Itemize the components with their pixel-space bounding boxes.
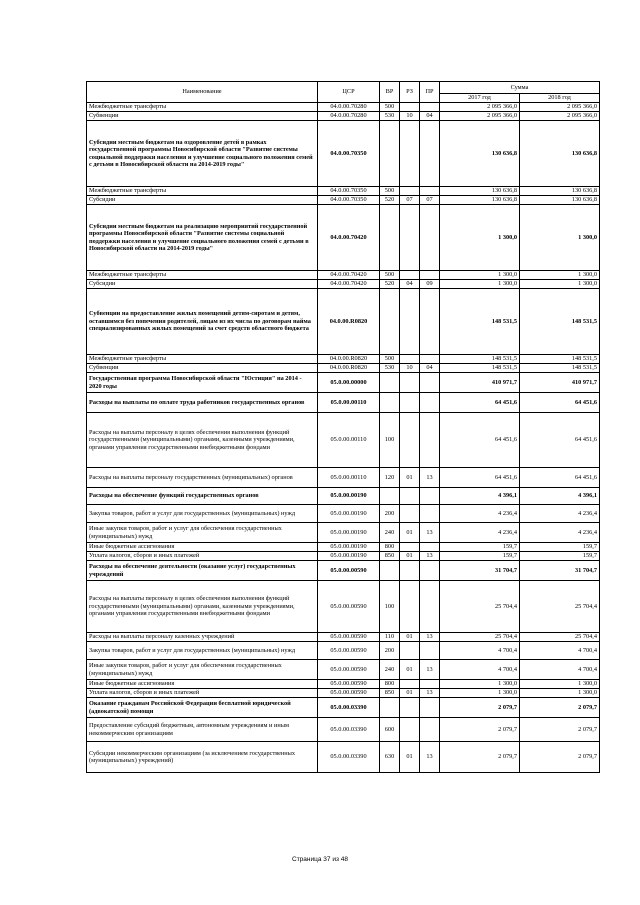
row-name: Расходы на обеспечение функций государственных органов [87, 488, 318, 505]
row-name: Субсидии [87, 196, 318, 205]
row-csr: 05.0.00.00190 [318, 543, 380, 552]
table-row [87, 488, 600, 505]
row-sum-2017: 2 079,7 [440, 698, 520, 718]
row-sum-2018: 25 704,4 [520, 633, 600, 642]
row-sum-2017: 31 704,7 [440, 561, 520, 581]
row-name: Иные бюджетные ассигнования [87, 543, 318, 552]
row-csr: 04.0.00.R0820 [318, 289, 380, 355]
row-vr: 120 [380, 468, 400, 488]
row-sum-2018: 4 236,4 [520, 505, 600, 523]
row-sum-2018: 64 451,6 [520, 468, 600, 488]
row-pr [420, 103, 440, 112]
table-row [87, 689, 600, 698]
row-sum-2017: 1 300,0 [440, 280, 520, 289]
row-pr: 13 [420, 523, 440, 543]
row-vr: 630 [380, 742, 400, 773]
row-name: Предоставление субсидий бюджетным, автономным учреждениям и иным некоммерческим организациям [87, 718, 318, 742]
row-pr [420, 271, 440, 280]
header-2018: 2018 год [520, 94, 600, 103]
row-pr [420, 718, 440, 742]
row-rz [400, 543, 420, 552]
row-rz [400, 698, 420, 718]
row-rz: 01 [400, 660, 420, 680]
row-pr [420, 393, 440, 413]
budget-table [86, 81, 600, 773]
row-sum-2018: 64 451,6 [520, 413, 600, 468]
row-rz: 01 [400, 552, 420, 561]
row-pr [420, 289, 440, 355]
row-name: Расходы на выплаты персоналу в целях обеспечения выполнения функций государственными (муниципальными) органами, казенными учреждениями, органами управления государственными внебюджетными фондами [87, 581, 318, 633]
row-csr: 05.0.00.00590 [318, 680, 380, 689]
row-sum-2018: 2 095 366,0 [520, 103, 600, 112]
row-name: Субвенции [87, 112, 318, 121]
row-sum-2018: 64 451,6 [520, 393, 600, 413]
header-name: Наименование [87, 82, 318, 103]
row-sum-2017: 2 079,7 [440, 718, 520, 742]
row-name: Закупка товаров, работ и услуг для государственных (муниципальных) нужд [87, 505, 318, 523]
row-name: Субсидии некоммерческим организациям (за исключением государственных (муниципальных) учреждений) [87, 742, 318, 773]
row-pr [420, 561, 440, 581]
row-name: Субвенции на предоставление жилых помещений детям-сиротам и детям, оставшимся без попечения родителей, лицам из их числа по договорам найма специализированных жилых помещений за счет средств областного бюджета [87, 289, 318, 355]
row-vr: 850 [380, 552, 400, 561]
table-row [87, 355, 600, 364]
row-sum-2017: 1 300,0 [440, 680, 520, 689]
row-rz [400, 373, 420, 393]
row-rz [400, 642, 420, 660]
row-vr [380, 698, 400, 718]
row-sum-2018: 4 236,4 [520, 523, 600, 543]
table-row [87, 187, 600, 196]
table-row [87, 633, 600, 642]
row-sum-2018: 148 531,5 [520, 355, 600, 364]
table-row [87, 280, 600, 289]
row-csr: 05.0.00.00590 [318, 689, 380, 698]
row-csr: 05.0.00.00590 [318, 660, 380, 680]
row-pr: 04 [420, 112, 440, 121]
table-row [87, 698, 600, 718]
row-csr: 05.0.00.00590 [318, 642, 380, 660]
table-row [87, 364, 600, 373]
row-csr: 05.0.00.00190 [318, 552, 380, 561]
row-sum-2017: 159,7 [440, 552, 520, 561]
row-rz [400, 205, 420, 271]
row-csr: 05.0.00.00590 [318, 581, 380, 633]
row-csr: 05.0.00.00190 [318, 488, 380, 505]
row-vr: 600 [380, 718, 400, 742]
row-sum-2017: 159,7 [440, 543, 520, 552]
row-rz [400, 289, 420, 355]
row-sum-2017: 130 636,8 [440, 196, 520, 205]
row-sum-2018: 148 531,5 [520, 364, 600, 373]
row-pr [420, 413, 440, 468]
table-row [87, 121, 600, 187]
row-vr: 800 [380, 543, 400, 552]
row-vr [380, 488, 400, 505]
header-rz: РЗ [400, 82, 420, 103]
row-csr: 04.0.00.70350 [318, 196, 380, 205]
row-sum-2017: 148 531,5 [440, 289, 520, 355]
row-csr: 05.0.00.00190 [318, 523, 380, 543]
row-sum-2017: 410 971,7 [440, 373, 520, 393]
table-row [87, 468, 600, 488]
row-pr [420, 642, 440, 660]
row-vr [380, 373, 400, 393]
row-name: Оказание гражданам Российской Федерации бесплатной юридической (адвокатской) помощи [87, 698, 318, 718]
row-pr: 09 [420, 280, 440, 289]
row-rz: 01 [400, 633, 420, 642]
row-vr [380, 561, 400, 581]
table-row [87, 660, 600, 680]
row-rz [400, 505, 420, 523]
row-rz [400, 103, 420, 112]
row-csr: 05.0.00.03390 [318, 742, 380, 773]
row-sum-2018: 148 531,5 [520, 289, 600, 355]
row-pr [420, 205, 440, 271]
header-pr: ПР [420, 82, 440, 103]
row-rz [400, 718, 420, 742]
row-pr [420, 121, 440, 187]
row-vr: 100 [380, 413, 400, 468]
row-name: Расходы на выплаты персоналу в целях обеспечения выполнения функций государственными (муниципальными) органами, казенными учреждениями, органами управления государственными внебюджетными фондами [87, 413, 318, 468]
row-rz [400, 121, 420, 187]
table-row [87, 112, 600, 121]
table-row [87, 642, 600, 660]
row-vr: 110 [380, 633, 400, 642]
table-header [87, 82, 600, 103]
row-rz [400, 581, 420, 633]
row-csr: 04.0.00.70280 [318, 103, 380, 112]
row-vr: 500 [380, 355, 400, 364]
header-vr: ВР [380, 82, 400, 103]
table-row [87, 103, 600, 112]
row-rz: 01 [400, 523, 420, 543]
row-csr: 04.0.00.70280 [318, 112, 380, 121]
row-sum-2017: 4 700,4 [440, 660, 520, 680]
row-sum-2017: 148 531,5 [440, 355, 520, 364]
row-vr: 500 [380, 271, 400, 280]
row-rz: 07 [400, 196, 420, 205]
row-sum-2017: 2 095 366,0 [440, 103, 520, 112]
row-sum-2018: 31 704,7 [520, 561, 600, 581]
row-sum-2018: 25 704,4 [520, 581, 600, 633]
row-rz: 01 [400, 468, 420, 488]
row-rz [400, 355, 420, 364]
row-sum-2018: 2 079,7 [520, 718, 600, 742]
row-sum-2017: 148 531,5 [440, 364, 520, 373]
row-pr: 13 [420, 468, 440, 488]
row-sum-2018: 1 300,0 [520, 280, 600, 289]
row-rz [400, 413, 420, 468]
row-pr: 13 [420, 633, 440, 642]
row-sum-2018: 1 300,0 [520, 689, 600, 698]
row-sum-2017: 130 636,8 [440, 121, 520, 187]
row-csr: 04.0.00.70350 [318, 121, 380, 187]
row-sum-2018: 130 636,8 [520, 196, 600, 205]
row-sum-2018: 130 636,8 [520, 121, 600, 187]
row-sum-2018: 159,7 [520, 552, 600, 561]
row-csr: 05.0.00.00110 [318, 413, 380, 468]
row-vr: 800 [380, 680, 400, 689]
row-sum-2017: 2 079,7 [440, 742, 520, 773]
row-sum-2018: 1 300,0 [520, 271, 600, 280]
row-pr [420, 505, 440, 523]
row-csr: 05.0.00.00590 [318, 633, 380, 642]
row-vr: 530 [380, 112, 400, 121]
table-row [87, 561, 600, 581]
row-sum-2018: 2 095 366,0 [520, 112, 600, 121]
table-row [87, 680, 600, 689]
row-pr [420, 373, 440, 393]
row-csr: 05.0.00.03390 [318, 698, 380, 718]
table-row [87, 289, 600, 355]
row-csr: 05.0.00.00110 [318, 393, 380, 413]
row-rz [400, 680, 420, 689]
row-sum-2017: 1 300,0 [440, 689, 520, 698]
header-2017: 2017 год [440, 94, 520, 103]
row-csr: 04.0.00.70420 [318, 280, 380, 289]
header-sum: Сумма [440, 82, 600, 94]
row-pr [420, 698, 440, 718]
row-rz [400, 187, 420, 196]
row-csr: 04.0.00.70420 [318, 271, 380, 280]
row-sum-2018: 1 300,0 [520, 205, 600, 271]
row-csr: 04.0.00.R0820 [318, 355, 380, 364]
row-pr: 13 [420, 552, 440, 561]
row-csr: 04.0.00.70420 [318, 205, 380, 271]
table-row [87, 523, 600, 543]
row-vr: 530 [380, 364, 400, 373]
table-row [87, 196, 600, 205]
row-csr: 05.0.00.00190 [318, 505, 380, 523]
table-row [87, 552, 600, 561]
table-row [87, 271, 600, 280]
row-sum-2017: 4 236,4 [440, 523, 520, 543]
row-name: Межбюджетные трансферты [87, 103, 318, 112]
row-name: Расходы на выплаты по оплате труда работников государственных органов [87, 393, 318, 413]
row-vr: 100 [380, 581, 400, 633]
row-vr: 240 [380, 660, 400, 680]
row-vr: 200 [380, 642, 400, 660]
row-rz: 01 [400, 742, 420, 773]
row-sum-2017: 130 636,8 [440, 187, 520, 196]
row-vr [380, 289, 400, 355]
row-sum-2017: 64 451,6 [440, 413, 520, 468]
row-sum-2017: 1 300,0 [440, 271, 520, 280]
row-pr [420, 680, 440, 689]
row-pr: 04 [420, 364, 440, 373]
row-csr: 05.0.00.00110 [318, 468, 380, 488]
row-sum-2018: 4 396,1 [520, 488, 600, 505]
row-sum-2017: 4 236,4 [440, 505, 520, 523]
table-row [87, 205, 600, 271]
row-sum-2017: 64 451,6 [440, 468, 520, 488]
row-name: Расходы на обеспечение деятельности (оказание услуг) государственных учреждений [87, 561, 318, 581]
row-pr [420, 543, 440, 552]
header-csr: ЦСР [318, 82, 380, 103]
row-sum-2017: 4 700,4 [440, 642, 520, 660]
row-vr: 200 [380, 505, 400, 523]
row-pr [420, 488, 440, 505]
row-rz: 04 [400, 280, 420, 289]
table-row [87, 505, 600, 523]
row-rz: 10 [400, 364, 420, 373]
row-name: Субсидии местным бюджетам на реализацию мероприятий государственной программы Новосибирской области "Развитие системы социальной поддержки населения и улучшение социального положения семей с детьми в Новосибирской области на 2014-2019 годы" [87, 205, 318, 271]
row-name: Расходы на выплаты персоналу государственных (муниципальных) органов [87, 468, 318, 488]
table-row [87, 373, 600, 393]
row-rz: 10 [400, 112, 420, 121]
row-sum-2018: 4 700,4 [520, 642, 600, 660]
row-sum-2018: 410 971,7 [520, 373, 600, 393]
row-pr: 13 [420, 660, 440, 680]
table-row [87, 718, 600, 742]
row-csr: 04.0.00.R0820 [318, 364, 380, 373]
row-sum-2017: 4 396,1 [440, 488, 520, 505]
row-csr: 05.0.00.03390 [318, 718, 380, 742]
row-pr: 07 [420, 196, 440, 205]
row-rz [400, 561, 420, 581]
row-vr: 850 [380, 689, 400, 698]
row-sum-2017: 25 704,4 [440, 633, 520, 642]
row-pr [420, 187, 440, 196]
row-vr: 520 [380, 196, 400, 205]
row-name: Межбюджетные трансферты [87, 271, 318, 280]
table-row [87, 742, 600, 773]
row-sum-2017: 64 451,6 [440, 393, 520, 413]
row-sum-2017: 2 095 366,0 [440, 112, 520, 121]
row-name: Закупка товаров, работ и услуг для государственных (муниципальных) нужд [87, 642, 318, 660]
row-name: Межбюджетные трансферты [87, 187, 318, 196]
row-sum-2018: 2 079,7 [520, 698, 600, 718]
row-name: Субсидии местным бюджетам на оздоровление детей в рамках государственной программы Новосибирской области "Развитие системы социальной поддержки населения и улучшение социального положения семей с детьми в Новосибирской области на 2014-2019 годы" [87, 121, 318, 187]
row-name: Иные закупки товаров, работ и услуг для обеспечения государственных (муниципальных) нужд [87, 523, 318, 543]
row-rz [400, 488, 420, 505]
row-csr: 05.0.00.00590 [318, 561, 380, 581]
row-rz: 01 [400, 689, 420, 698]
table-row [87, 543, 600, 552]
row-sum-2018: 2 079,7 [520, 742, 600, 773]
row-csr: 05.0.00.00000 [318, 373, 380, 393]
row-vr: 520 [380, 280, 400, 289]
row-pr: 13 [420, 742, 440, 773]
page-number: Страница 37 из 48 [292, 856, 348, 863]
row-vr: 240 [380, 523, 400, 543]
row-pr: 13 [420, 689, 440, 698]
row-name: Государственная программа Новосибирской области "Юстиция" на 2014 - 2020 годы [87, 373, 318, 393]
table-row [87, 393, 600, 413]
row-vr: 500 [380, 103, 400, 112]
row-sum-2018: 1 300,0 [520, 680, 600, 689]
row-name: Межбюджетные трансферты [87, 355, 318, 364]
row-csr: 04.0.00.70350 [318, 187, 380, 196]
row-name: Иные бюджетные ассигнования [87, 680, 318, 689]
row-rz [400, 271, 420, 280]
row-sum-2018: 159,7 [520, 543, 600, 552]
row-name: Иные закупки товаров, работ и услуг для обеспечения государственных (муниципальных) нужд [87, 660, 318, 680]
row-vr: 500 [380, 187, 400, 196]
row-vr [380, 393, 400, 413]
row-name: Субвенции [87, 364, 318, 373]
row-sum-2017: 1 300,0 [440, 205, 520, 271]
table-row [87, 413, 600, 468]
row-vr [380, 205, 400, 271]
row-rz [400, 393, 420, 413]
row-name: Уплата налогов, сборов и иных платежей [87, 552, 318, 561]
row-sum-2018: 4 700,4 [520, 660, 600, 680]
table-body [87, 103, 600, 773]
row-name: Субсидии [87, 280, 318, 289]
row-sum-2017: 25 704,4 [440, 581, 520, 633]
row-pr [420, 581, 440, 633]
row-vr [380, 121, 400, 187]
row-name: Уплата налогов, сборов и иных платежей [87, 689, 318, 698]
row-pr [420, 355, 440, 364]
table-row [87, 581, 600, 633]
row-sum-2018: 130 636,8 [520, 187, 600, 196]
row-name: Расходы на выплаты персоналу казенных учреждений [87, 633, 318, 642]
